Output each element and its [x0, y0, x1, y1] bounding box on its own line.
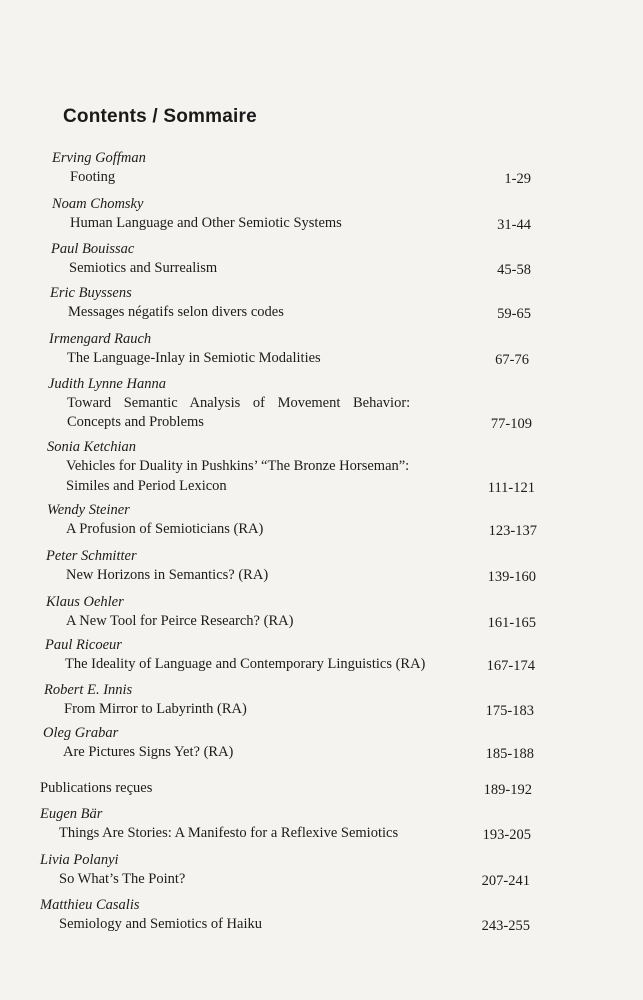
entry-title-line: Messages négatifs selon divers codes [68, 304, 284, 320]
entry-title-line: Are Pictures Signs Yet? (RA) [63, 744, 234, 760]
entry-author: Paul Ricoeur [45, 637, 122, 653]
entry-title-line: Concepts and Problems [67, 414, 204, 430]
entry-pages: 59-65 [497, 306, 531, 322]
entry-pages: 67-76 [495, 352, 529, 368]
entry-title-line: Toward Semantic Analysis of Movement Behavior: [67, 395, 411, 411]
entry-title-line: Semiology and Semiotics of Haiku [59, 916, 262, 932]
entry-pages: 161-165 [487, 615, 536, 631]
entry-pages: 77-109 [490, 416, 532, 432]
entry-pages: 243-255 [481, 918, 530, 934]
entry-author: Wendy Steiner [47, 502, 130, 518]
entry-author: Peter Schmitter [46, 548, 137, 564]
entry-pages: 167-174 [486, 658, 535, 674]
entry-author: Judith Lynne Hanna [48, 376, 166, 392]
entry-author: Eugen Bär [40, 806, 103, 822]
entry-title-line: Things Are Stories: A Manifesto for a Reflexive Semiotics [59, 825, 399, 841]
entry-pages: 175-183 [485, 703, 534, 719]
entry-pages: 123-137 [488, 523, 537, 539]
entry-title-line: Human Language and Other Semiotic Systems [70, 215, 342, 231]
entry-title-line: Publications reçues [40, 780, 153, 796]
entry-title-line: A Profusion of Semioticians (RA) [66, 521, 264, 537]
entry-title-line: Vehicles for Duality in Pushkins’ “The Bronze Horseman”: [66, 458, 410, 474]
entry-author: Klaus Oehler [46, 594, 124, 610]
contents-heading: Contents / Sommaire [63, 106, 257, 127]
entry-author: Erving Goffman [52, 150, 146, 166]
entry-title-line: The Ideality of Language and Contemporary Linguistics (RA) [65, 656, 426, 672]
entry-author: Noam Chomsky [52, 196, 144, 212]
entry-author: Sonia Ketchian [47, 439, 137, 455]
entry-author: Livia Polanyi [40, 852, 119, 868]
entry-pages: 31-44 [497, 217, 531, 233]
entry-title-line: From Mirror to Labyrinth (RA) [64, 701, 247, 717]
entry-pages: 45-58 [497, 262, 531, 278]
entry-title-line: So What’s The Point? [59, 871, 186, 887]
entry-pages: 193-205 [482, 827, 531, 843]
entry-pages: 139-160 [487, 569, 536, 585]
entry-author: Matthieu Casalis [40, 897, 140, 913]
entry-author: Robert E. Innis [44, 682, 133, 698]
entry-pages: 185-188 [485, 746, 534, 762]
entry-title-line: A New Tool for Peirce Research? (RA) [66, 613, 294, 629]
entry-pages: 207-241 [481, 873, 530, 889]
entry-title-line: Footing [70, 169, 116, 185]
entry-title-line: The Language-Inlay in Semiotic Modalities [67, 350, 321, 366]
entry-author: Irmengard Rauch [49, 331, 152, 347]
entry-pages: 1-29 [504, 171, 531, 187]
entry-title-line: New Horizons in Semantics? (RA) [66, 567, 269, 583]
entry-author: Paul Bouissac [51, 241, 135, 257]
entry-title-line: Similes and Period Lexicon [66, 478, 227, 494]
entry-pages: 189-192 [483, 782, 532, 798]
entry-author: Oleg Grabar [43, 725, 119, 741]
entry-title-line: Semiotics and Surrealism [69, 260, 218, 276]
entry-author: Eric Buyssens [50, 285, 132, 301]
entry-pages: 111-121 [487, 480, 535, 496]
